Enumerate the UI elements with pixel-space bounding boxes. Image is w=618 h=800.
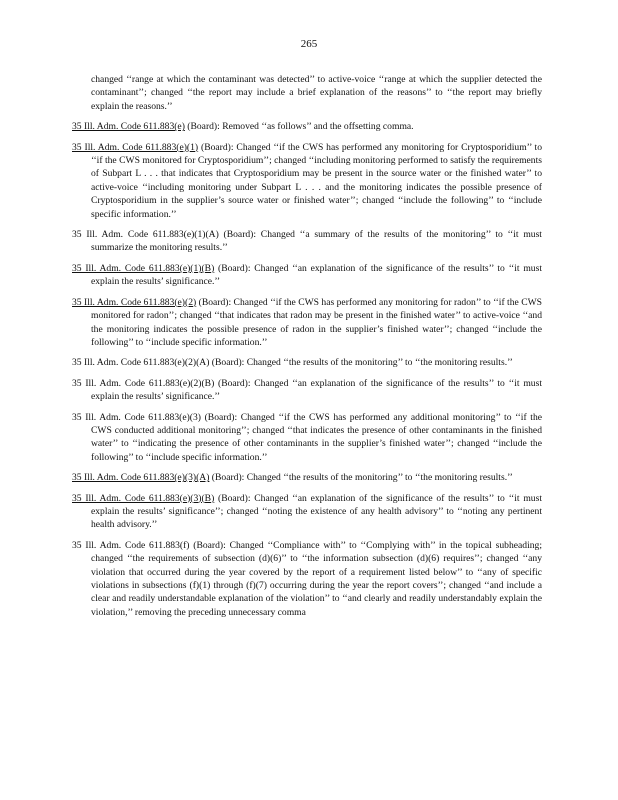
entry-7	[72, 377, 542, 404]
page-number: 265	[300, 38, 318, 50]
code-reference: 35 Ill. Adm. Code 611.883(e)(1)(B)	[72, 262, 215, 274]
entry-8	[72, 411, 542, 465]
code-reference: 35 Ill. Adm. Code 611.883(e)(1)	[72, 141, 199, 153]
code-reference: 35 Ill. Adm. Code 611.883(e)(3)(B)	[72, 492, 215, 504]
entry-1	[72, 120, 542, 133]
entry-0	[72, 73, 542, 113]
code-reference: 35 Ill. Adm. Code 611.883(e)(1)(A)	[72, 229, 219, 241]
entry-2	[72, 141, 542, 221]
code-reference: 35 Ill. Adm. Code 611.883(e)(2)	[72, 296, 197, 308]
code-reference: 35 Ill. Adm. Code 611.883(e)	[72, 121, 185, 133]
entry-5	[72, 296, 542, 350]
entry-10	[72, 492, 542, 532]
entry-text: (Board): Changed ‘‘if the CWS has performed any monitoring for radon’’ to ‘‘if the CWS monitored for radon’’; changed ‘‘that indicates that radon may be present in the finished water’’ to active-voice ‘‘and the monitoring indicates the possible presence of radon in the supplier’s finished water’’; changed ‘‘include the following’’ to ‘‘include specific information.’’	[91, 296, 542, 348]
entry-9	[72, 471, 542, 484]
code-reference: 35 Ill. Adm. Code 611.883(e)(2)(A)	[72, 357, 210, 369]
entry-text: (Board): Changed ‘‘if the CWS has performed any monitoring for Cryptosporidium’’ to ‘‘if the CWS monitored for Cryptosporidium’’; changed ‘‘including monitoring performed to satisfy the requirements of Subpart L . . . that indicates that Cryptosporidium may be present in the source water or the finished water’’ to active-voice ‘‘including monitoring under Subpart L . . . and the monitoring indicates the possible presence of Cryptosporidium in the supplier’s source water or finished water’’; changed ‘‘include the following’’ to ‘‘include specific information.’’	[91, 141, 543, 220]
entry-text: (Board): Removed ‘‘as follows’’ and the offsetting comma.	[184, 121, 414, 133]
code-reference: 35 Ill. Adm. Code 611.883(e)(3)(A)	[72, 472, 210, 484]
entry-text: 35 Ill. Adm. Code 611.883(f) (Board): Changed ‘‘Compliance with’’ to ‘‘Complying with’’ in the topical subheading; changed ‘‘the requirements of subsection (d)(6)’’ to ‘‘the information subsection (d)(6) requires’’; changed ‘‘any violation that occurred during the year covered by the report of a requirement listed below’’ to ‘‘any of specific violations in subsections (f)(1) through (f)(7) occurring during the year the report covers’’; changed ‘‘and include a clear and readily understandable explanation of the violation’’ to ‘‘and clearly and readily understandably explain the violation,’’ removing the preceding unnecessary comma	[72, 539, 542, 618]
entry-11	[72, 539, 542, 619]
entry-text: (Board): Changed ‘‘the results of the monitoring’’ to ‘‘the monitoring results.’’	[209, 357, 513, 369]
entry-text: changed ‘‘range at which the contaminant was detected’’ to active-voice ‘‘range at which the supplier detected the contaminant’’; changed ‘‘the report may include a brief explanation of the reasons’’ to ‘‘the report may briefly explain the reasons.’’	[91, 74, 542, 112]
entry-text: (Board): Changed ‘‘an explanation of the significance of the results’’ to ‘‘it must explain the results’ significance.’’	[91, 377, 542, 403]
entry-text: (Board): Changed ‘‘if the CWS has performed any additional monitoring’’ to ‘‘if the CWS conducted additional monitoring’’; changed ‘‘that indicates the presence of other contaminants in the finished water’’ to ‘‘indicating the presence of other contaminants in the supplier’s finished water’’; changed ‘‘include the following’’ to ‘‘include specific information.’’	[91, 411, 543, 463]
entry-text: (Board): Changed ‘‘an explanation of the significance of the results’’ to ‘‘it must explain the results’ significance’’; changed ‘‘noting the existence of any health advisory’’ to ‘‘noting any pertinent health advisory.’’	[91, 492, 542, 531]
entry-text: (Board): Changed ‘‘an explanation of the significance of the results’’ to ‘‘it must explain the results’ significance.’’	[91, 262, 542, 288]
entry-4	[72, 262, 542, 289]
code-reference: 35 Ill. Adm. Code 611.883(e)(3)	[72, 411, 201, 423]
code-reference: 35 Ill. Adm. Code 611.883(e)(2)(B)	[72, 377, 215, 389]
entry-3	[72, 228, 542, 255]
entry-text: (Board): Changed ‘‘the results of the monitoring’’ to ‘‘the monitoring results.’’	[209, 472, 513, 484]
entry-text: (Board): Changed ‘‘a summary of the results of the monitoring’’ to ‘‘it must summarize the monitoring results.’’	[91, 229, 542, 254]
document-body	[72, 73, 542, 626]
entry-6	[72, 356, 542, 369]
